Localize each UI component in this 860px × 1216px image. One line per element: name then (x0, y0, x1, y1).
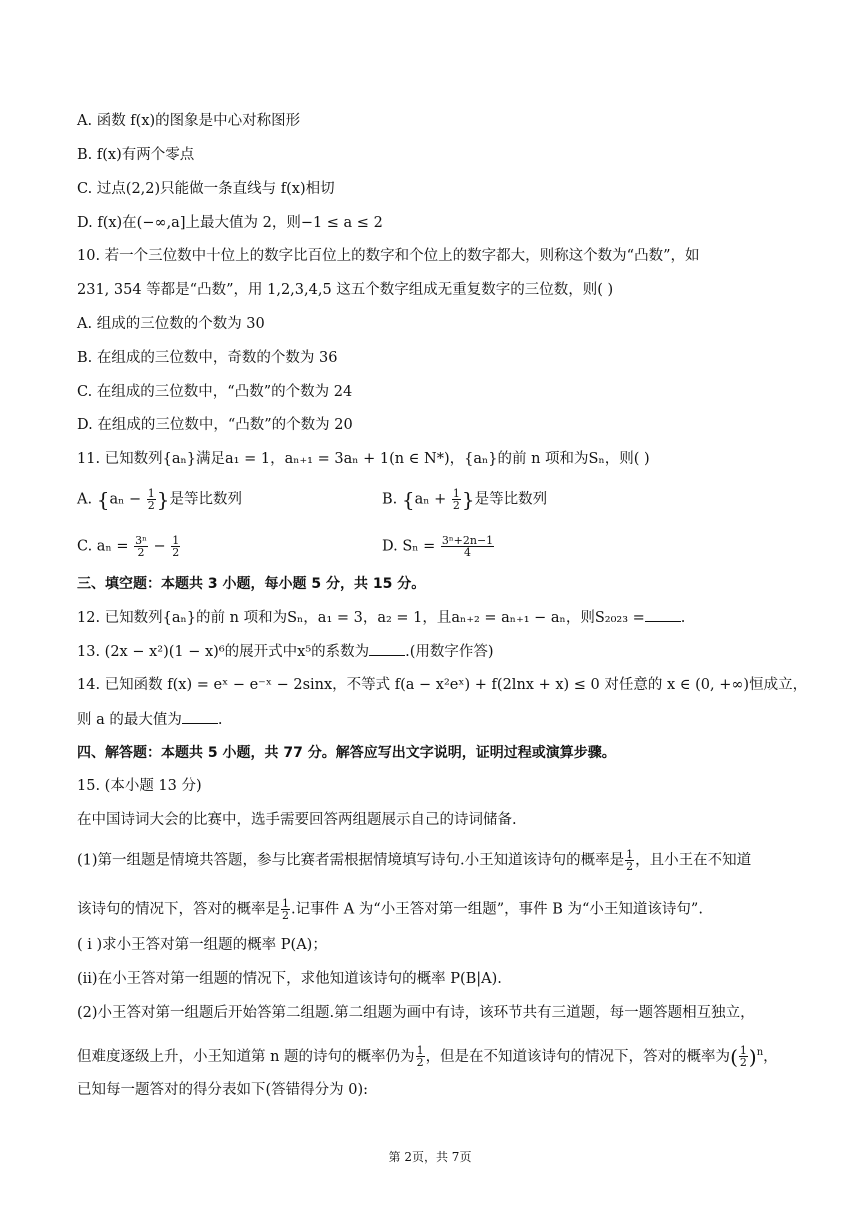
answer-blank (182, 709, 218, 724)
text: .记事件 A 为“小王答对第一组题”，事件 B 为“小王知道该诗句”. (291, 901, 703, 918)
q10-stem-line1: 10. 若一个三位数中十位上的数字比百位上的数字和个位上的数字都大，则称这个数为“凸数”，如 (77, 248, 700, 264)
brace-right: } (461, 487, 475, 512)
q10-option-a: A. 组成的三位数的个数为 30 (77, 316, 265, 332)
q12 (77, 607, 685, 628)
q9-option-b: B. f(x)有两个零点 (77, 147, 195, 163)
q15-heading: 15. (本小题 13 分) (77, 778, 202, 794)
text: ，但是在不知道该诗句的情况下，答对的概率为 (425, 1048, 731, 1065)
q10-option-d: D. 在组成的三位数中，“凸数”的个数为 20 (77, 417, 353, 433)
q11-a-suffix: 是等比数列 (169, 491, 242, 508)
q11-option-c (77, 535, 181, 558)
comma: ， (763, 1048, 778, 1065)
q15-part1-ii: (ii)在小王答对第一组题的情况下，求他知道该诗句的概率 P(B|A). (77, 971, 502, 987)
q9-option-a: A. 函数 f(x)的图象是中心对称图形 (77, 113, 301, 129)
answer-blank (645, 607, 681, 622)
page-footer: 第 2页，共 7页 (388, 1150, 472, 1164)
brace-right: } (156, 487, 170, 512)
q14-text: 则 a 的最大值为 (77, 712, 182, 728)
q10-option-b: B. 在组成的三位数中，奇数的个数为 36 (77, 350, 338, 366)
q11-b-suffix: 是等比数列 (474, 491, 548, 508)
section-3-heading: 三、填空题：本题共 3 小题，每小题 5 分，共 15 分。 (77, 576, 426, 592)
fraction: $\frac{\text{3ⁿ}}{2}$ (135, 534, 147, 559)
q11-d-prefix: D. Sₙ = (382, 538, 440, 555)
q11-a-inner: aₙ − (109, 491, 146, 508)
q15-part2-line3: 已知每一题答对的得分表如下(答错得分为 0): (77, 1082, 369, 1098)
q14-line1: 14. 已知函数 f(x) = eˣ − e⁻ˣ − 2sinx，不等式 f(a − x²eˣ) + f(2lnx + x) ≤ 0 对任意的 x ∈ (0, +∞)恒成立， (77, 677, 808, 693)
q15-part2-line1: (2)小王答对第一组题后开始答第二组题.第二组题为画中有诗，该环节共有三道题，每一题答题相互独立， (77, 1005, 755, 1021)
fraction: $\frac{1}{2}$ (282, 897, 289, 922)
q15-part1-line1 (77, 849, 751, 872)
q11-b-prefix: B. (382, 491, 402, 508)
q15-part1-i: ( i )求小王答对第一组题的概率 P(A)； (77, 937, 327, 953)
q15-intro: 在中国诗词大会的比赛中，选手需要回答两组题展示自己的诗词储备. (77, 812, 517, 828)
q11-option-a (77, 488, 242, 511)
brace-left: { (96, 487, 110, 512)
paren-left: ( (730, 1044, 738, 1069)
q11-option-d (382, 535, 495, 558)
paren-right: ) (748, 1044, 757, 1069)
q11-c-minus: − (148, 538, 171, 555)
q12-end: . (680, 610, 686, 626)
q11-c-prefix: C. aₙ = (77, 538, 134, 555)
q11-option-b (382, 488, 547, 511)
section-4-heading: 四、解答题：本题共 5 小题，共 77 分。解答应写出文字说明，证明过程或演算步骤。 (77, 745, 616, 761)
q12-text: 12. 已知数列{aₙ}的前 n 项和为Sₙ，a₁ = 3，a₂ = 1，且aₙ₊₂ = aₙ₊₁ − aₙ，则S₂₀₂₃ = (77, 610, 645, 626)
fraction: $\frac{1}{2}$ (172, 534, 180, 559)
q15-part2-line2 (77, 1043, 778, 1068)
q13-text: 13. (2x − x²)(1 − x)⁶的展开式中x⁵的系数为 (77, 644, 370, 660)
q13 (77, 641, 494, 662)
q9-option-c: C. 过点(2,2)只能做一条直线与 f(x)相切 (77, 181, 335, 197)
exponent: n (756, 1047, 764, 1058)
text: 但难度逐级上升，小王知道第 n 题的诗句的概率仍为 (77, 1048, 415, 1065)
q15-part1-line2 (77, 898, 703, 921)
q13-end: .(用数字作答) (405, 644, 494, 660)
fraction: $\frac{1}{2}$ (739, 1044, 747, 1070)
q14-line2 (77, 709, 222, 730)
fraction: $\frac{1}{2}$ (626, 848, 634, 873)
fraction: $\frac{1}{2}$ (416, 1044, 424, 1070)
text: 该诗句的情况下，答对的概率是 (77, 901, 280, 918)
q10-stem-line2: 231, 354 等都是“凸数”，用 1,2,3,4,5 这五个数字组成无重复数字的三位数，则( ) (77, 282, 614, 298)
fraction: $\frac{\text{3ⁿ+2n−1}}{4}$ (441, 534, 494, 559)
brace-left: { (401, 487, 415, 512)
text: ，且小王在不知道 (635, 852, 752, 869)
text: (1)第一组题是情境共答题，参与比赛者需根据情境填写诗句.小王知道该诗句的概率是 (77, 852, 625, 869)
fraction: $\frac{1}{2}$ (452, 487, 460, 512)
q11-stem: 11. 已知数列{aₙ}满足a₁ = 1，aₙ₊₁ = 3aₙ + 1(n ∈ N*)，{aₙ}的前 n 项和为Sₙ，则( ) (77, 451, 650, 467)
fraction: $\frac{1}{2}$ (147, 487, 155, 512)
q11-a-prefix: A. (77, 491, 97, 508)
q10-option-c: C. 在组成的三位数中，“凸数”的个数为 24 (77, 384, 353, 400)
q14-end: . (217, 712, 223, 728)
q9-option-d: D. f(x)在(−∞,a]上最大值为 2，则−1 ≤ a ≤ 2 (77, 215, 383, 231)
q11-b-inner: aₙ + (414, 491, 451, 508)
answer-blank (369, 641, 405, 656)
